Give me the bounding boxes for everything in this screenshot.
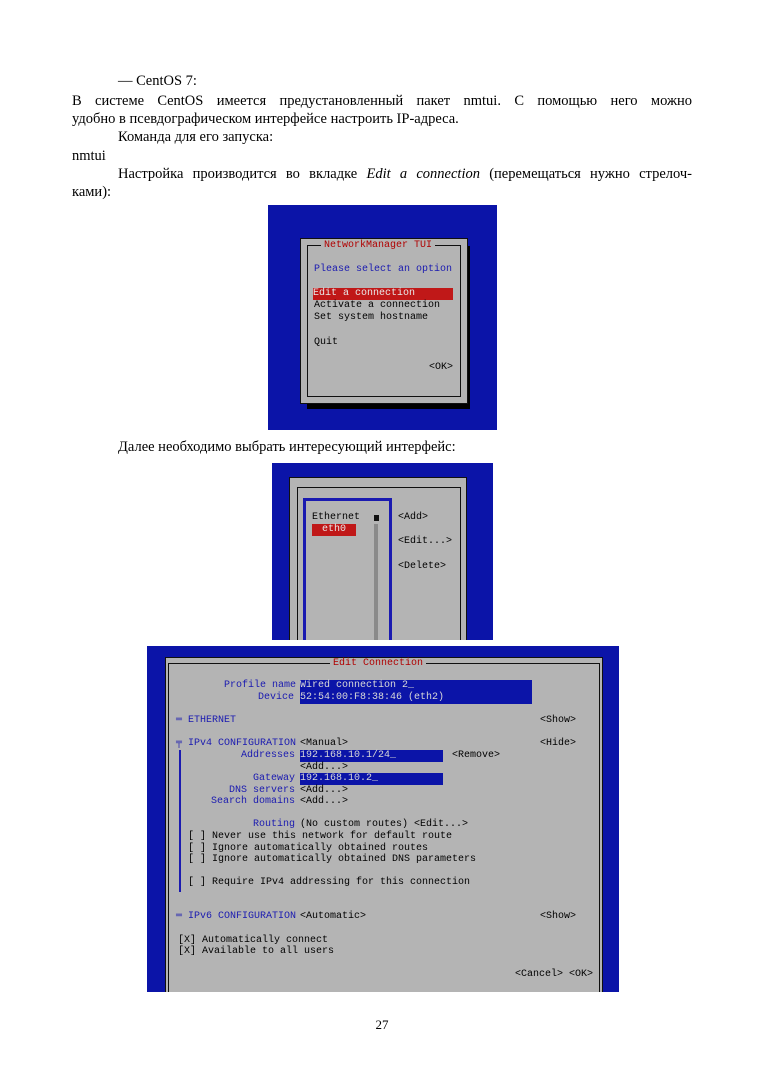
tui-list-window (289, 477, 467, 640)
profile-name-label: Profile name (224, 680, 297, 691)
scrollbar-thumb[interactable] (374, 515, 379, 521)
address-input[interactable]: 192.168.10.1/24_ (300, 750, 443, 762)
menu-item-quit[interactable]: Quit (314, 337, 339, 348)
edit-connection-window (165, 657, 603, 992)
device-input[interactable]: 52:54:00:F8:38:46 (eth2) (300, 692, 532, 704)
paragraph-line: Настройка производится во вкладке Edit a connection (перемещаться нужно стрелоч- (118, 166, 692, 182)
gateway-label: Gateway (253, 773, 296, 784)
paragraph-command: Команда для его запуска: (118, 129, 274, 145)
routing-label: Routing (253, 819, 296, 830)
addresses-label: Addresses (241, 750, 296, 761)
paragraph-select-interface: Далее необходимо выбрать интересующий интерфейс: (118, 439, 456, 455)
checkbox-never-default-route[interactable]: [ ] Never use this network for default route (188, 831, 453, 842)
paragraph-line: ками): (72, 184, 112, 200)
checkbox-ignore-routes[interactable]: [ ] Ignore automatically obtained routes (188, 843, 429, 854)
page-number: 27 (375, 1017, 389, 1032)
ipv6-show-button[interactable]: <Show> (540, 911, 577, 922)
routing-edit-button[interactable]: (No custom routes) <Edit...> (300, 819, 469, 830)
ipv4-group-line (179, 750, 181, 892)
ipv4-hide-button[interactable]: <Hide> (540, 738, 577, 749)
ipv4-section: ╤ IPv4 CONFIGURATION (176, 738, 297, 749)
search-domains-label: Search domains (211, 796, 296, 807)
tui-title: NetworkManager TUI (321, 240, 435, 252)
edit-button[interactable]: <Edit...> (398, 536, 453, 547)
gateway-input[interactable]: 192.168.10.2_ (300, 773, 443, 785)
edit-connection-title: Edit Connection (330, 658, 426, 670)
tui-main-screenshot (268, 205, 497, 430)
ethernet-section: ═ ETHERNET (176, 715, 237, 726)
menu-item-set-hostname[interactable]: Set system hostname (314, 312, 429, 323)
checkbox-all-users[interactable]: [X] Available to all users (178, 946, 335, 957)
paragraph-line: удобно в псевдографическом интерфейсе настроить IP-адреса. (72, 111, 459, 127)
ipv6-mode-select[interactable]: <Automatic> (300, 911, 367, 922)
cancel-button[interactable]: <Cancel> (515, 969, 564, 980)
command-text: nmtui (72, 148, 106, 164)
ok-button[interactable]: <OK> (429, 362, 454, 373)
profile-name-input[interactable]: Wired connection 2_ (300, 680, 532, 692)
list-item-eth0[interactable]: eth0 (312, 524, 356, 536)
ipv6-section: ═ IPv6 CONFIGURATION (176, 911, 297, 922)
add-button[interactable]: <Add> (398, 512, 429, 523)
device-label: Device (258, 692, 295, 703)
menu-item-activate-connection[interactable]: Activate a connection (314, 300, 441, 311)
add-search-domain-button[interactable]: <Add...> (300, 796, 349, 807)
list-header-ethernet: Ethernet (312, 512, 361, 523)
ok-button[interactable]: <OK> (569, 969, 594, 980)
add-dns-button[interactable]: <Add...> (300, 785, 349, 796)
tui-list-screenshot (272, 463, 493, 640)
menu-item-edit-connection[interactable]: Edit a connection (313, 288, 453, 300)
delete-button[interactable]: <Delete> (398, 561, 447, 572)
tui-main-window (300, 238, 468, 404)
tui-prompt: Please select an option (314, 264, 453, 275)
checkbox-require-ipv4[interactable]: [ ] Require IPv4 addressing for this connection (188, 877, 471, 888)
checkbox-ignore-dns[interactable]: [ ] Ignore automatically obtained DNS parameters (188, 854, 477, 865)
ipv4-mode-select[interactable]: <Manual> (300, 738, 349, 749)
tui-edit-screenshot (147, 646, 619, 992)
scrollbar-track[interactable] (374, 524, 378, 640)
checkbox-auto-connect[interactable]: [X] Automatically connect (178, 935, 329, 946)
paragraph-centos: — CentOS 7: (118, 73, 197, 89)
dns-servers-label: DNS servers (229, 785, 296, 796)
ethernet-show-button[interactable]: <Show> (540, 715, 577, 726)
remove-address-button[interactable]: <Remove> (452, 750, 501, 761)
paragraph-line: В системе CentOS имеется предустановленный пакет nmtui. С помощью него можно (72, 93, 692, 109)
add-address-button[interactable]: <Add...> (300, 762, 349, 773)
